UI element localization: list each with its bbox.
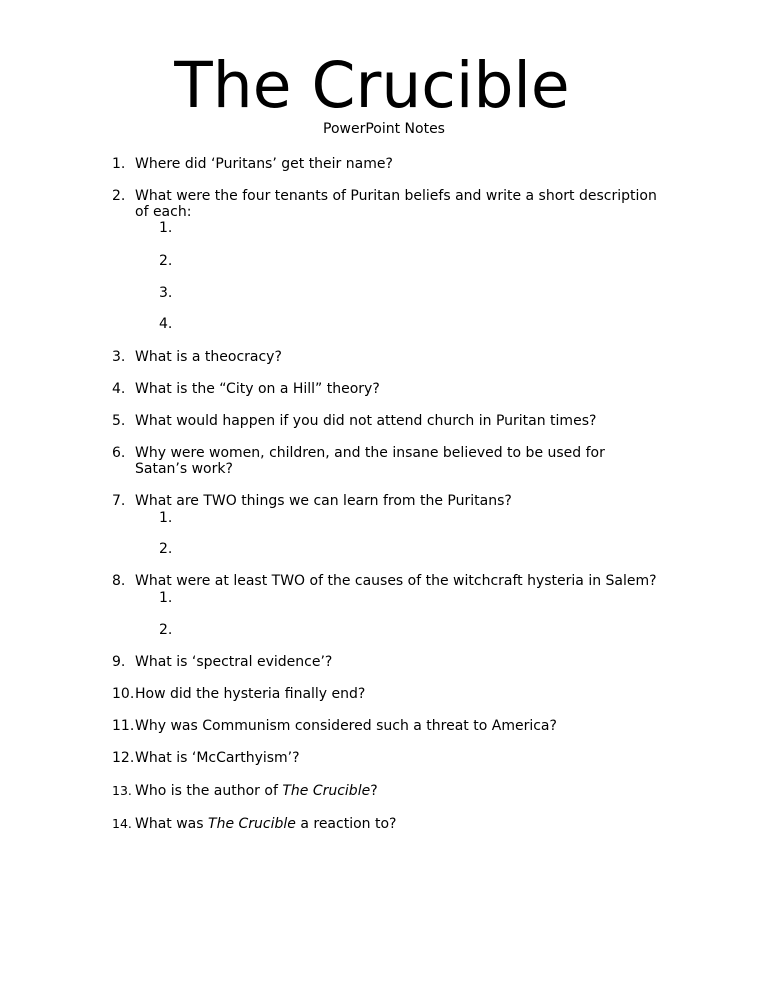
question-12 [112,750,672,766]
question-text-part: What was [135,816,209,832]
question-text: What is ‘McCarthyism’? [135,750,300,766]
question-4 [112,381,672,397]
question-text: What would happen if you did not attend church in Puritan times? [135,413,597,429]
question-text: Why were women, children, and the insane believed to be used for Satan’s work? [135,445,605,477]
question-number: 5. [112,413,126,429]
question-11 [112,718,672,734]
sub-item: 2. [159,253,173,269]
sub-item: 1. [159,220,173,236]
question-text: What is a theocracy? [135,349,282,365]
question-13 [112,783,672,799]
question-text: What are TWO things we can learn from the Puritans? [135,493,512,509]
question-number: 11. [112,718,135,734]
question-2 [112,188,672,220]
question-text: Where did ‘Puritans’ get their name? [135,156,393,172]
question-text: What were the four tenants of Puritan beliefs and write a short description of each: [135,188,657,220]
question-text: How did the hysteria finally end? [135,686,366,702]
question-text: What is the “City on a Hill” theory? [135,381,380,397]
question-number: 3. [112,349,126,365]
sub-item: 2. [159,622,173,638]
question-number: 13. [112,783,132,798]
question-number: 8. [112,573,126,589]
question-5 [112,413,672,429]
sub-item: 1. [159,590,173,606]
question-text-part: a reaction to? [295,816,397,832]
question-text [135,816,672,832]
question-number: 6. [112,445,126,461]
question-9 [112,654,672,670]
question-number: 12. [112,750,135,766]
question-text-part: ? [370,783,378,799]
question-number: 14. [112,816,132,831]
question-number: 4. [112,381,126,397]
document-title: The Crucible [174,49,570,122]
book-title: The Crucible [208,816,296,832]
question-6 [112,445,612,477]
question-10 [112,686,672,702]
book-title: The Crucible [282,783,371,799]
question-text: What were at least TWO of the causes of the witchcraft hysteria in Salem? [135,573,657,589]
question-8 [112,573,672,589]
sub-item: 1. [159,510,173,526]
question-1 [112,156,672,172]
question-text: Why was Communism considered such a threat to America? [135,718,557,734]
question-number: 7. [112,493,126,509]
sub-item: 2. [159,541,173,557]
question-number: 1. [112,156,126,172]
question-7 [112,493,672,509]
question-text-part: Who is the author of [135,783,283,799]
question-number: 2. [112,188,126,204]
sub-item: 4. [159,316,173,332]
sub-item: 3. [159,285,173,301]
question-text: What is ‘spectral evidence’? [135,654,333,670]
question-text [135,783,672,799]
question-number: 10. [112,686,135,702]
question-3 [112,349,672,365]
question-14 [112,816,672,832]
question-number: 9. [112,654,126,670]
document-subtitle: PowerPoint Notes [323,121,445,137]
